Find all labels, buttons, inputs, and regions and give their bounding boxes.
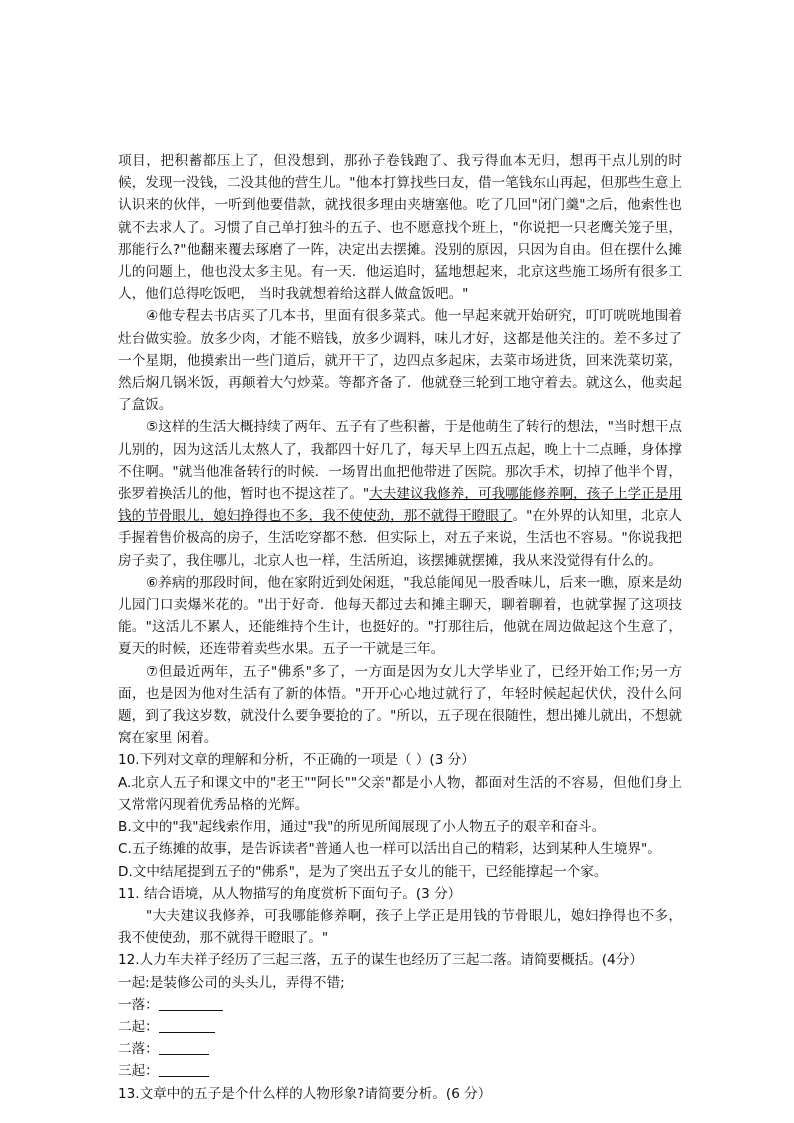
paragraph-6: ⑥养病的那段时间，他在家附近到处闲逛，"我总能闻见一股香味儿，后来一瞧，原来是幼儿园门口卖爆米花的。"出于好奇．他每天都过去和摊主聊天，聊着聊着，也就掌握了这项技能。"这活儿不累人，还能维持个生计，也挺好的。"打那往后，他就在周边做起这个生意了，夏天的时候，还连带着卖些水果。五子一干就是三年。 (118, 574, 682, 658)
question-10-option-a[interactable]: A.北京人五子和课文中的"老王""阿长""父亲"都是小人物，都面对生活的不容易，但他们身上又常常闪现着优秀品格的光辉。 (118, 774, 682, 813)
underlined-sentence: 大夫建议我修养，可我哪能修养啊，孩子上学正是用钱的节骨眼儿，媳妇挣得也不多，我不使使劲，那不就得干瞪眼了 (118, 486, 682, 525)
question-12-line-3: 二起： (118, 1016, 682, 1038)
question-12-line-4: 二落： (118, 1038, 682, 1060)
answer-blank[interactable] (159, 1062, 209, 1077)
question-11-stem: 11. 结合语境，从人物描写的角度赏析下面句子。(3 分） (118, 885, 462, 902)
question-10-option-c[interactable]: C.五子练摊的故事，是告诉读者"普通人也一样可以活出自己的精彩，达到某种人生境界"。 (118, 841, 661, 858)
question-11-quote: "大夫建议我修养，可我哪能修养啊，孩子上学正是用钱的节骨眼儿，媳妇挣得也不多，我不使使劲，那不就得干瞪眼了。" (118, 907, 682, 947)
paragraph-5-end: 。"在外界的认知里，北京人手握着售价极高的房子，生活吃穿都不愁．但实际上，对五子来说，生活也不容易。"你说我把房子卖了，我住哪儿，北京人也一样，生活所迫，该摆摊就摆摊，我从来没觉得有什么的。 (118, 508, 682, 569)
question-10-stem: 10.下列对文章的理解和分析，不正确的一项是（ ）(3 分） (118, 752, 475, 769)
question-12-line-5: 三起： (118, 1060, 682, 1082)
question-13-stem: 13.文章中的五子是个什么样的人物形象?请简要分析。(6 分） (118, 1085, 492, 1102)
question-12-line-1: 一起:是装修公司的头头儿，弄得不错; (118, 974, 345, 991)
question-10-option-b[interactable]: B.文中的"我"起线索作用，通过"我"的所见所闻展现了小人物五子的艰辛和奋斗。 (118, 819, 606, 836)
paragraph-4: ④他专程去书店买了几本书，里面有很多菜式。他一早起来就开始研究，叮叮咣咣地围着灶台做实验。放多少肉，才能不赔钱，放多少调料，味儿才好，这都是他关注的。差不多过了一个星期，他摸索出一些门道后，就开干了，边四点多起床，去菜市场进货，回来洗菜切菜，然后焖几锅米饭，再颠着大勺炒菜。等都齐备了．他就登三轮到工地守着去。就这么，他卖起了盒饭。 (118, 308, 682, 414)
answer-blank[interactable] (159, 996, 223, 1011)
exam-page (118, 150, 682, 1105)
answer-blank[interactable] (159, 1040, 209, 1055)
paragraph-5-start: ⑤这样的生活大概持续了两年、五子有了些积蓄，于是他萌生了转行的想法，"当时想干点儿别的，因为这活儿太熬人了，我都四十好几了，每天早上四五点起，晚上十二点睡，身体撑不住啊。"就当他准备转行的时候．一场胃出血把他带进了医院。那次手术，切掉了他半个胃，张罗着换活儿的他，暂时也不提这茬了。" (118, 419, 682, 503)
question-12-line-2: 一落： (118, 994, 682, 1016)
paragraph-5 (118, 416, 682, 571)
paragraph-3: 项目，把积蓄都压上了，但没想到，那孙子卷钱跑了、我亏得血本无归，想再干点儿别的时候，发现一没钱，二没其他的营生儿。"他本打算找些曰友，借一笔钱东山再起，但那些生意上认识来的伙伴，一听到他要借款，就找很多理由夹塘塞他。吃了几回"闭门羹"之后，他索性也就不去求人了。习惯了自己单打独斗的五子、也不愿意找个班上，"你说把一只老鹰关笼子里，那能行么?"他翻来覆去琢磨了一阵，决定出去摆摊。没别的原因，只因为自由。但在摆什么摊儿的问题上，他也没太多主见。有一天．他运追时，猛地想起来，北京这些施工场所有很多工人，他们总得吃饭吧， 当时我就想着给这群人做盒饭吧。" (118, 153, 682, 303)
paragraph-7: ⑦但最近两年，五子"佛系"多了，一方面是因为女儿大学毕业了，已经开始工作;另一方面，也是因为他对生活有了新的体悟。"开开心心地过就行了，年轻时候起起伏伏，没什么问题，到了我这岁数，就没什么要争要抢的了。"所以，五子现在很随性，想出摊儿就出，不想就窝在家里 闲着。 (118, 663, 682, 747)
question-12-stem: 12.人力车夫祥子经历了三起三落，五子的谋生也经历了三起二落。请简要概括。(4分） (118, 952, 643, 969)
question-10-option-d[interactable]: D.文中结尾提到五子的"佛系"，是为了突出五子女儿的能干，已经能撑起一个家。 (118, 863, 608, 880)
answer-blank[interactable] (159, 1018, 215, 1033)
